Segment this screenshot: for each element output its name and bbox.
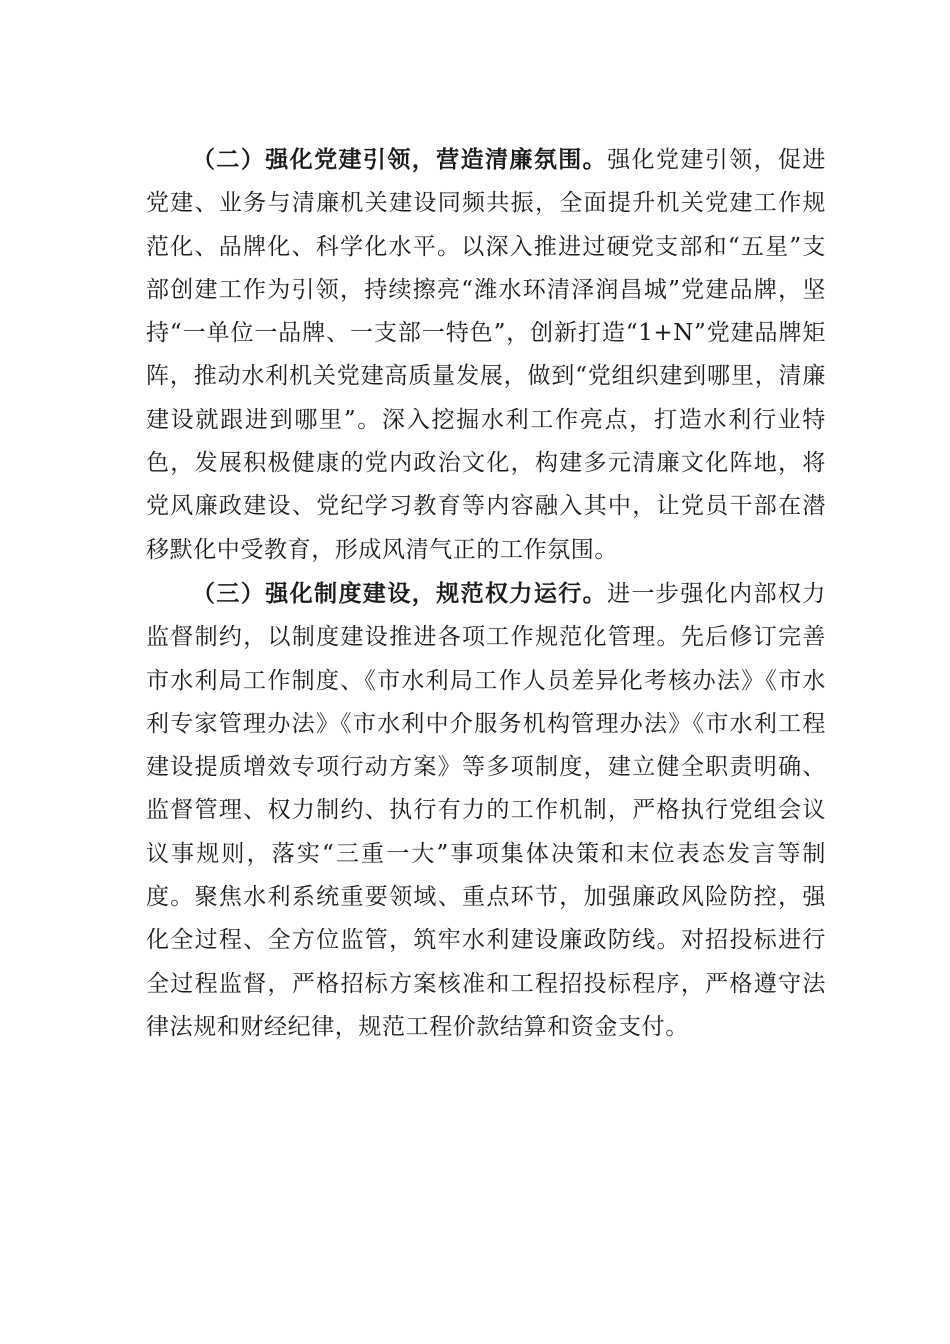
paragraph-party-building — [146, 138, 826, 572]
paragraph-institution-building — [146, 572, 826, 1049]
paragraph-text: 进一步强化内部权力监督制约，以制度建设推进各项工作规范化管理。先后修订完善市水利局工作制度、《市水利局工作人员差异化考核办法》《市水利专家管理办法》《市水利中介服务机构管理办法》《市水利工程建设提质增效专项行动方案》等多项制度，建立健全职责明确、监督管理、权力制约、执行有力的工作机制，严格执行党组会议议事规则，落实“三重一大”事项集体决策和末位表态发言等制度。聚焦水利系统重要领域、重点环节，加强廉政风险防控，强化全过程、全方位监管，筑牢水利建设廉政防线。对招投标进行全过程监督，严格招标方案核准和工程招投标程序，严格遵守法律法规和财经纪律，规范工程价款结算和资金支付。 — [146, 580, 827, 1040]
document-body — [146, 138, 826, 1049]
paragraph-text: 强化党建引领，促进党建、业务与清廉机关建设同频共振，全面提升机关党建工作规范化、品牌化、科学化水平。以深入推进过硬党支部和“五星”支部创建工作为引领，持续擦亮“潍水环清泽润昌城”党建品牌，坚持“一单位一品牌、一支部一特色”，创新打造“1+N”党建品牌矩阵，推动水利机关党建高质量发展，做到“党组织建到哪里，清廉建设就跟进到哪里”。深入挖掘水利工作亮点，打造水利行业特色，发展积极健康的党内政治文化，构建多元清廉文化阵地，将党风廉政建设、党纪学习教育等内容融入其中，让党员干部在潜移默化中受教育，形成风清气正的工作氛围。 — [146, 147, 827, 563]
paragraph-heading: （三）强化制度建设，规范权力运行。 — [192, 579, 608, 607]
paragraph-heading: （二）强化党建引领，营造清廉氛围。 — [192, 146, 608, 173]
